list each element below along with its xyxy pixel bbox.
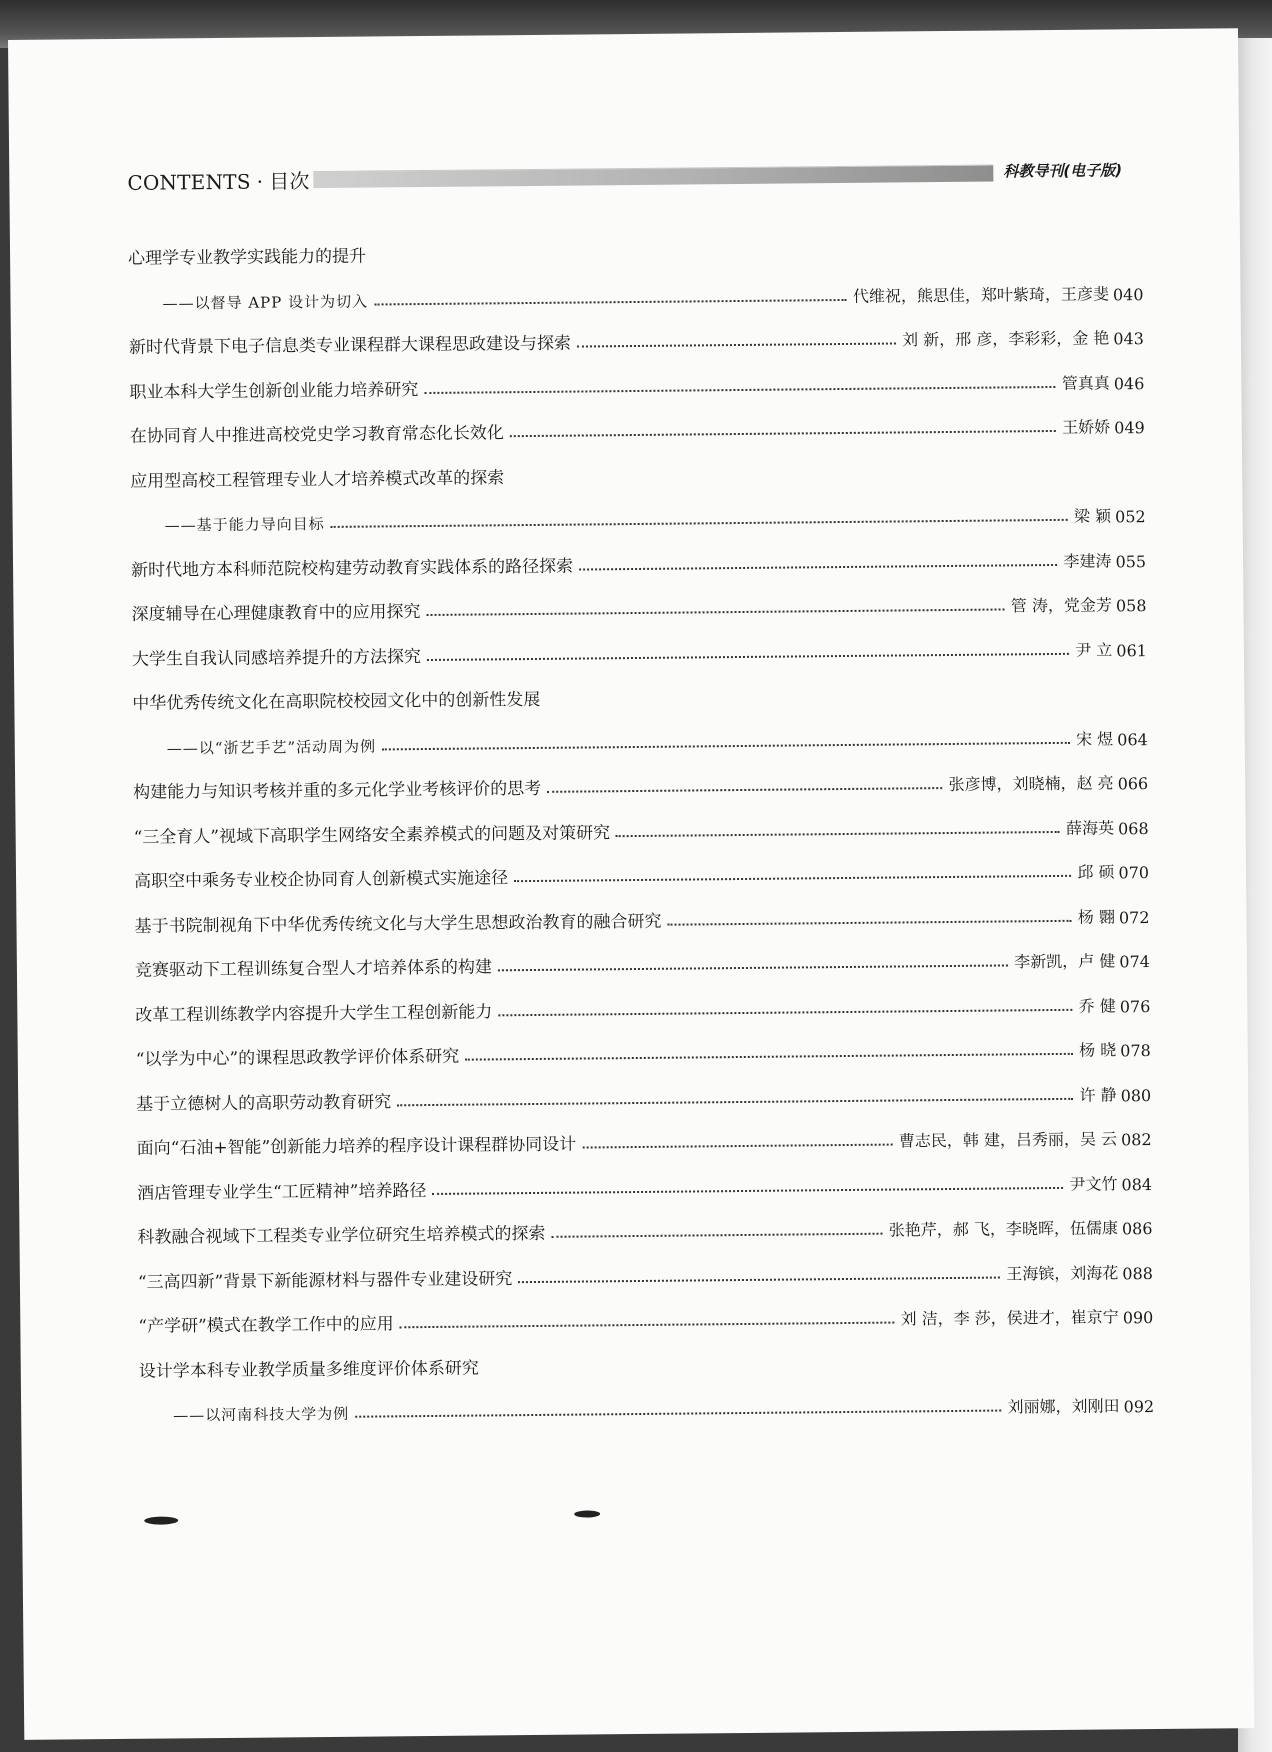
- toc-entry-authors: 刘 洁，李 莎，侯进才，崔京宁: [900, 1307, 1119, 1329]
- dot-leader: [400, 1322, 895, 1329]
- toc-entry-page[interactable]: 066: [1117, 774, 1149, 794]
- toc-entry-page[interactable]: 049: [1114, 418, 1145, 438]
- toc-entry-title[interactable]: “产学研”模式在教学工作中的应用: [138, 1314, 394, 1337]
- toc-entry-title[interactable]: 构建能力与知识考核并重的多元化学业考核评价的思考: [133, 778, 542, 803]
- toc-entry-title[interactable]: 心理学专业教学实践能力的提升: [128, 246, 367, 269]
- contents-heading: [127, 165, 310, 196]
- dot-leader: [374, 298, 847, 305]
- toc-entry-page[interactable]: 090: [1122, 1308, 1154, 1328]
- dot-leader: [424, 385, 1055, 393]
- toc-entry-authors: 曹志民，韩 建，吕秀丽，吴 云: [898, 1129, 1118, 1151]
- toc-entry-page[interactable]: 084: [1121, 1174, 1153, 1194]
- toc-entry-title[interactable]: 科教融合视域下工程类专业学位研究生培养模式的探索: [137, 1223, 546, 1248]
- toc-entry-title[interactable]: 基于立德树人的高职劳动教育研究: [136, 1091, 392, 1115]
- dot-leader: [331, 519, 1068, 528]
- dot-leader: [432, 1186, 1063, 1194]
- toc-entry-page[interactable]: 080: [1120, 1085, 1152, 1105]
- toc-entry-page[interactable]: 074: [1119, 952, 1150, 972]
- toc-entry-page[interactable]: 061: [1116, 640, 1148, 660]
- toc-entry-authors: 王海镔，刘海花: [1006, 1262, 1119, 1283]
- toc-entry[interactable]: [138, 1253, 1153, 1293]
- toc-page: [8, 28, 1254, 1740]
- contents-title-cn: 目次: [269, 169, 310, 194]
- dot-leader: [465, 1053, 1073, 1061]
- toc-entry[interactable]: [139, 1386, 1154, 1426]
- dot-leader: [498, 964, 1008, 971]
- scan-ink-mark: [574, 1510, 600, 1517]
- toc-entry-page[interactable]: 046: [1113, 373, 1145, 393]
- toc-entry-authors: 张艳芹，郝 飞，李晓晖，伍儒康: [888, 1218, 1118, 1240]
- toc-entry-authors: 杨 晓: [1079, 1040, 1117, 1060]
- toc-entry[interactable]: [136, 1119, 1151, 1159]
- toc-entry[interactable]: [133, 719, 1148, 759]
- toc-entry-subtitle[interactable]: ——以河南科技大学为例: [173, 1404, 350, 1425]
- toc-entry-title-line: [132, 674, 1147, 714]
- toc-entry[interactable]: [130, 496, 1145, 536]
- dot-leader: [547, 787, 942, 793]
- toc-entry[interactable]: [134, 897, 1149, 937]
- dot-leader: [498, 1008, 1072, 1016]
- toc-entry-title[interactable]: 基于书院制视角下中华优秀传统文化与大学生思想政治教育的融合研究: [134, 911, 662, 937]
- toc-entry[interactable]: [132, 630, 1147, 670]
- toc-entry[interactable]: [130, 407, 1145, 447]
- toc-entry-title[interactable]: 设计学本科专业教学质量多维度评价体系研究: [138, 1358, 479, 1382]
- toc-entry-title[interactable]: 新时代地方本科师范院校构建劳动教育实践体系的路径探索: [131, 556, 574, 581]
- toc-entry[interactable]: [131, 541, 1146, 581]
- toc-entry-title-line: [130, 452, 1145, 492]
- toc-entry-title[interactable]: 竞赛驱动下工程训练复合型人才培养体系的构建: [134, 957, 493, 981]
- toc-entry[interactable]: [131, 585, 1146, 625]
- toc-entry-title[interactable]: 深度辅导在心理健康教育中的应用探究: [131, 602, 421, 625]
- dot-leader: [382, 741, 1070, 750]
- toc-entry-title[interactable]: 酒店管理专业学生“工匠精神”培养路径: [136, 1180, 427, 1204]
- toc-entry-title[interactable]: 职业本科大学生创新创业能力培养研究: [129, 379, 419, 403]
- toc-entry-authors: 王娇娇: [1062, 417, 1111, 437]
- toc-entry[interactable]: [137, 1208, 1152, 1248]
- toc-entry-page[interactable]: 040: [1112, 284, 1144, 304]
- toc-entry[interactable]: [129, 363, 1144, 403]
- toc-entry-page[interactable]: 064: [1117, 729, 1148, 749]
- toc-entry-page[interactable]: 058: [1115, 596, 1147, 616]
- toc-entry-authors: 梁 颖: [1073, 506, 1112, 526]
- toc-entry-authors: 许 静: [1079, 1084, 1117, 1105]
- toc-entry-page[interactable]: 086: [1121, 1219, 1153, 1239]
- dot-leader: [616, 830, 1060, 836]
- toc-entry-title[interactable]: “以学为中心”的课程思政教学评价体系研究: [135, 1046, 460, 1070]
- toc-entry[interactable]: [128, 274, 1143, 314]
- table-of-contents: [128, 229, 1155, 1425]
- toc-entry-authors: 代维祝，熊思佳，郑叶紫琦，王彦斐: [852, 283, 1110, 306]
- toc-entry-page[interactable]: 076: [1119, 996, 1151, 1016]
- toc-entry-title[interactable]: 改革工程训练教学内容提升大学生工程创新能力: [135, 1001, 493, 1026]
- toc-entry-page[interactable]: 072: [1118, 907, 1150, 927]
- dot-leader: [514, 875, 1071, 882]
- toc-entry[interactable]: [133, 808, 1148, 848]
- toc-entry-authors: 薛海英: [1065, 817, 1115, 838]
- toc-entry-page[interactable]: 092: [1123, 1397, 1155, 1417]
- contents-label: CONTENTS: [127, 169, 251, 195]
- dot-leader: [518, 1276, 1000, 1283]
- page-header: [127, 153, 1142, 197]
- toc-entry-authors: 乔 健: [1078, 995, 1116, 1016]
- dot-leader: [552, 1233, 883, 1238]
- toc-entry-authors: 李新凯，卢 健: [1014, 951, 1116, 972]
- toc-entry-page[interactable]: 088: [1122, 1263, 1153, 1283]
- toc-entry-title-line: [139, 1342, 1154, 1382]
- toc-entry-title[interactable]: “三全育人”视域下高职学生网络安全素养模式的问题及对策研究: [133, 822, 611, 848]
- toc-entry-subtitle[interactable]: ——以“浙艺手艺”活动周为例: [166, 736, 377, 758]
- toc-entry-authors: 管 涛，党金芳: [1010, 595, 1113, 616]
- toc-entry-authors: 刘 新，邢 彦，李彩彩，金 艳: [902, 328, 1110, 350]
- header-separator: ·: [256, 169, 264, 194]
- toc-entry-page[interactable]: 043: [1113, 329, 1145, 349]
- toc-entry-authors: 邱 硕: [1077, 862, 1115, 882]
- toc-entry[interactable]: [137, 1164, 1152, 1204]
- toc-entry-title[interactable]: 高职空中乘务专业校企协同育人创新模式实施途径: [133, 868, 509, 892]
- toc-entry-page[interactable]: 068: [1117, 818, 1149, 838]
- toc-entry-title-line: [128, 229, 1143, 269]
- toc-entry[interactable]: [135, 986, 1150, 1026]
- journal-name: 科教导刊(电子版): [1003, 161, 1123, 181]
- toc-entry-page[interactable]: 055: [1115, 551, 1147, 571]
- toc-entry-title[interactable]: “三高四新”背景下新能源材料与器件专业建设研究: [137, 1268, 513, 1293]
- toc-entry-title[interactable]: 应用型高校工程管理专业人才培养模式改革的探索: [130, 467, 505, 492]
- toc-entry-title[interactable]: 大学生自我认同感培养提升的方法探究: [131, 646, 422, 670]
- toc-entry-title[interactable]: 面向“石油+智能”创新能力培养的程序设计课程群协同设计: [136, 1134, 577, 1159]
- toc-entry-subtitle[interactable]: ——以督导 APP 设计为切入: [162, 292, 369, 313]
- dot-leader: [397, 1097, 1073, 1105]
- dot-leader: [577, 342, 896, 347]
- dot-leader: [355, 1410, 1001, 1418]
- dot-leader: [427, 608, 1005, 616]
- dot-leader: [427, 652, 1069, 660]
- toc-entry-authors: 尹文竹: [1069, 1173, 1118, 1194]
- toc-entry-title[interactable]: 中华优秀传统文化在高职院校校园文化中的创新性发展: [132, 689, 541, 714]
- toc-entry-authors: 杨 翾: [1077, 906, 1116, 927]
- toc-entry-authors: 刘丽娜，刘刚田: [1007, 1396, 1120, 1417]
- toc-entry[interactable]: [136, 1075, 1151, 1115]
- toc-entry-page[interactable]: 070: [1118, 863, 1150, 883]
- dot-leader: [579, 563, 1057, 570]
- dot-leader: [582, 1144, 893, 1149]
- toc-entry-authors: 尹 立: [1075, 639, 1113, 660]
- header-gradient-bar: [313, 165, 993, 189]
- toc-entry[interactable]: [133, 763, 1148, 803]
- toc-entry-authors: 宋 煜: [1076, 728, 1114, 749]
- toc-entry[interactable]: [129, 318, 1144, 358]
- toc-entry[interactable]: [134, 852, 1149, 892]
- toc-entry-subtitle[interactable]: ——基于能力导向目标: [164, 514, 325, 535]
- toc-entry[interactable]: [138, 1297, 1153, 1337]
- toc-entry[interactable]: [135, 941, 1150, 981]
- dot-leader: [668, 919, 1072, 925]
- toc-entry-authors: 李建涛: [1063, 550, 1112, 571]
- toc-entry-page[interactable]: 052: [1114, 507, 1146, 527]
- toc-entry-authors: 张彦博，刘晓楠，赵 亮: [948, 773, 1114, 795]
- toc-entry-page[interactable]: 078: [1120, 1041, 1151, 1061]
- toc-entry-authors: 管真真: [1061, 372, 1110, 393]
- toc-entry-title[interactable]: 新时代背景下电子信息类专业课程群大课程思政建设与探索: [128, 333, 572, 358]
- scan-ink-mark: [144, 1516, 178, 1524]
- toc-entry-title[interactable]: 在协同育人中推进高校党史学习教育常态化长效化: [129, 423, 504, 447]
- dot-leader: [510, 430, 1056, 437]
- toc-entry-page[interactable]: 082: [1120, 1130, 1152, 1150]
- toc-entry[interactable]: [136, 1030, 1151, 1070]
